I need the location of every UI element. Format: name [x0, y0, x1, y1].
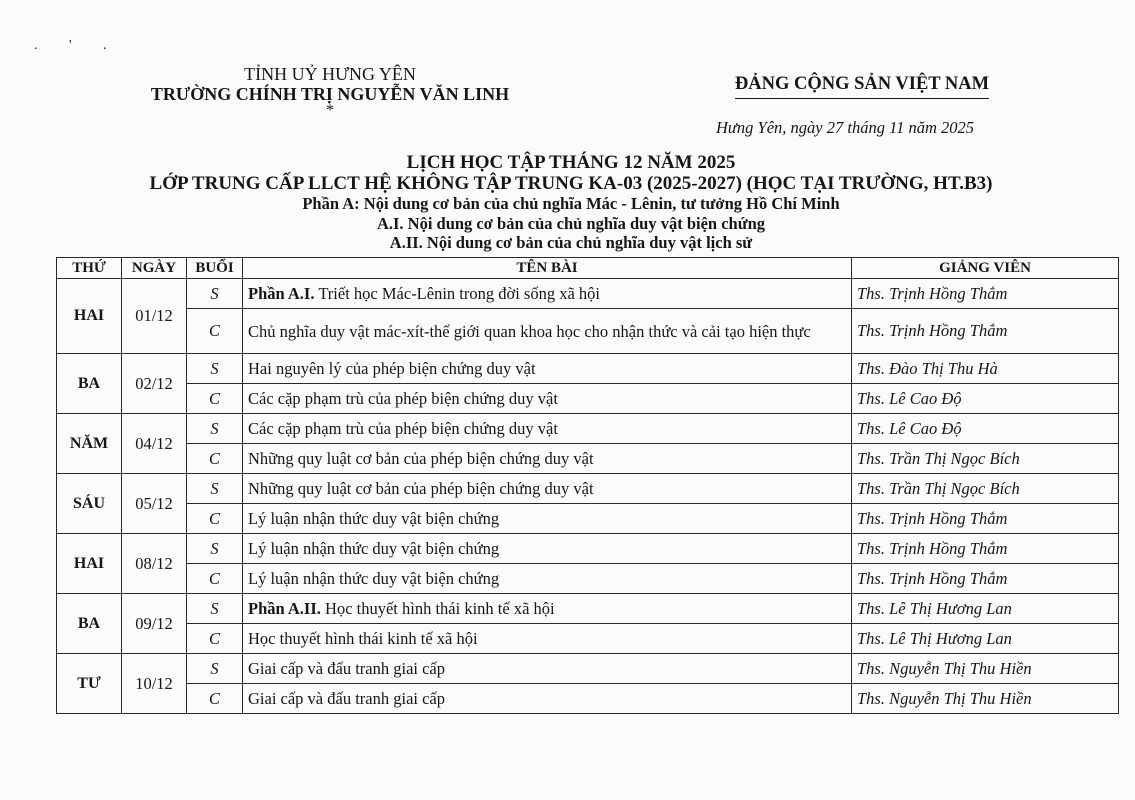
header-star: * — [326, 102, 334, 119]
day-cell: BA — [57, 594, 122, 654]
part-label: Phần A.I. — [248, 284, 315, 303]
col-lecturer-header: GIẢNG VIÊN — [852, 258, 1119, 279]
session-cell: C — [187, 309, 243, 354]
topic-cell — [243, 594, 852, 624]
topic-cell: Những quy luật cơ bản của phép biện chứng duy vật — [243, 444, 852, 474]
party-name: ĐẢNG CỘNG SẢN VIỆT NAM — [735, 74, 989, 99]
topic-cell — [243, 279, 852, 309]
table-header-row — [57, 258, 1119, 279]
topic-cell: Lý luận nhận thức duy vật biện chứng — [243, 504, 852, 534]
day-cell: NĂM — [57, 414, 122, 474]
col-topic-header: TÊN BÀI — [243, 258, 852, 279]
topic-cell: Những quy luật cơ bản của phép biện chứng duy vật — [243, 474, 852, 504]
issue-date: Hưng Yên, ngày 27 tháng 11 năm 2025 — [716, 118, 975, 137]
day-cell: HAI — [57, 534, 122, 594]
topic-cell: Hai nguyên lý của phép biện chứng duy vật — [243, 354, 852, 384]
date-cell: 08/12 — [122, 534, 187, 594]
table-row — [57, 624, 1119, 654]
session-cell: S — [187, 354, 243, 384]
topic-cell: Các cặp phạm trù của phép biện chứng duy vật — [243, 384, 852, 414]
lecturer-cell: Ths. Lê Cao Độ — [852, 384, 1119, 414]
section-a1-heading: A.I. Nội dung cơ bản của chủ nghĩa duy vật biện chứng — [376, 213, 766, 233]
table-row — [57, 534, 1119, 564]
day-cell: SÁU — [57, 474, 122, 534]
topic-cell: Lý luận nhận thức duy vật biện chứng — [243, 534, 852, 564]
class-title: LỚP TRUNG CẤP LLCT HỆ KHÔNG TẬP TRUNG KA-03 (2025-2027) (HỌC TẠI TRƯỜNG, HT.B3) — [149, 173, 993, 194]
provincial-committee: TỈNH UỶ HƯNG YÊN — [244, 64, 416, 84]
lecturer-cell: Ths. Lê Thị Hương Lan — [852, 624, 1119, 654]
session-cell: S — [187, 279, 243, 309]
session-cell: C — [187, 684, 243, 714]
lecturer-cell: Ths. Đào Thị Thu Hà — [852, 354, 1119, 384]
lecturer-cell: Ths. Trịnh Hồng Thắm — [852, 504, 1119, 534]
session-cell: S — [187, 414, 243, 444]
topic-cell: Chủ nghĩa duy vật mác-xít-thế giới quan khoa học cho nhận thức và cải tạo hiện thực — [243, 309, 852, 354]
table-row — [57, 504, 1119, 534]
table-row — [57, 474, 1119, 504]
date-cell: 01/12 — [122, 279, 187, 354]
school-name: TRƯỜNG CHÍNH TRỊ NGUYỄN VĂN LINH — [150, 84, 510, 104]
session-cell: C — [187, 504, 243, 534]
topic-text: Triết học Mác-Lênin trong đời sống xã hội — [318, 284, 601, 303]
lecturer-cell: Ths. Lê Cao Độ — [852, 414, 1119, 444]
lecturer-cell: Ths. Trịnh Hồng Thắm — [852, 534, 1119, 564]
table-row — [57, 384, 1119, 414]
lecturer-cell: Ths. Lê Thị Hương Lan — [852, 594, 1119, 624]
lecturer-cell: Ths. Trịnh Hồng Thắm — [852, 564, 1119, 594]
session-cell: C — [187, 444, 243, 474]
col-session-header: BUỔI — [187, 258, 243, 279]
part-label: Phần A.II. — [248, 599, 321, 618]
session-cell: S — [187, 594, 243, 624]
table-row — [57, 594, 1119, 624]
table-row — [57, 309, 1119, 354]
table-row — [57, 279, 1119, 309]
date-cell: 09/12 — [122, 594, 187, 654]
issuer-block — [130, 64, 530, 118]
topic-cell: Lý luận nhận thức duy vật biện chứng — [243, 564, 852, 594]
schedule-title: LỊCH HỌC TẬP THÁNG 12 NĂM 2025 — [406, 152, 736, 173]
section-a2-heading: A.II. Nội dung cơ bản của chủ nghĩa duy vật lịch sử — [389, 233, 753, 252]
topic-cell: Các cặp phạm trù của phép biện chứng duy vật — [243, 414, 852, 444]
session-cell: S — [187, 474, 243, 504]
schedule-table — [56, 257, 1119, 714]
day-cell: BA — [57, 354, 122, 414]
lecturer-cell: Ths. Trịnh Hồng Thắm — [852, 279, 1119, 309]
lecturer-cell: Ths. Nguyễn Thị Thu Hiền — [852, 654, 1119, 684]
day-cell: HAI — [57, 279, 122, 354]
party-block — [712, 74, 1012, 99]
topic-cell: Giai cấp và đấu tranh giai cấp — [243, 684, 852, 714]
topic-cell: Học thuyết hình thái kinh tế xã hội — [243, 624, 852, 654]
table-row — [57, 654, 1119, 684]
col-date-header: NGÀY — [122, 258, 187, 279]
lecturer-cell: Ths. Trịnh Hồng Thắm — [852, 309, 1119, 354]
table-row — [57, 684, 1119, 714]
date-cell: 04/12 — [122, 414, 187, 474]
day-cell: TƯ — [57, 654, 122, 714]
session-cell: S — [187, 654, 243, 684]
date-cell: 05/12 — [122, 474, 187, 534]
topic-text: Học thuyết hình thái kinh tế xã hội — [325, 599, 555, 618]
session-cell: C — [187, 624, 243, 654]
session-cell: S — [187, 534, 243, 564]
col-day-header: THỨ — [57, 258, 122, 279]
lecturer-cell: Ths. Trần Thị Ngọc Bích — [852, 444, 1119, 474]
topic-cell: Giai cấp và đấu tranh giai cấp — [243, 654, 852, 684]
scan-marks: . ' . — [34, 38, 121, 53]
table-row — [57, 414, 1119, 444]
session-cell: C — [187, 564, 243, 594]
schedule-titles — [40, 152, 1102, 253]
date-cell: 10/12 — [122, 654, 187, 714]
part-a-heading: Phần A: Nội dung cơ bản của chủ nghĩa Mác - Lênin, tư tưởng Hồ Chí Minh — [302, 194, 840, 213]
table-row — [57, 354, 1119, 384]
table-row — [57, 564, 1119, 594]
session-cell: C — [187, 384, 243, 414]
lecturer-cell: Ths. Trần Thị Ngọc Bích — [852, 474, 1119, 504]
table-row — [57, 444, 1119, 474]
date-cell: 02/12 — [122, 354, 187, 414]
lecturer-cell: Ths. Nguyễn Thị Thu Hiền — [852, 684, 1119, 714]
